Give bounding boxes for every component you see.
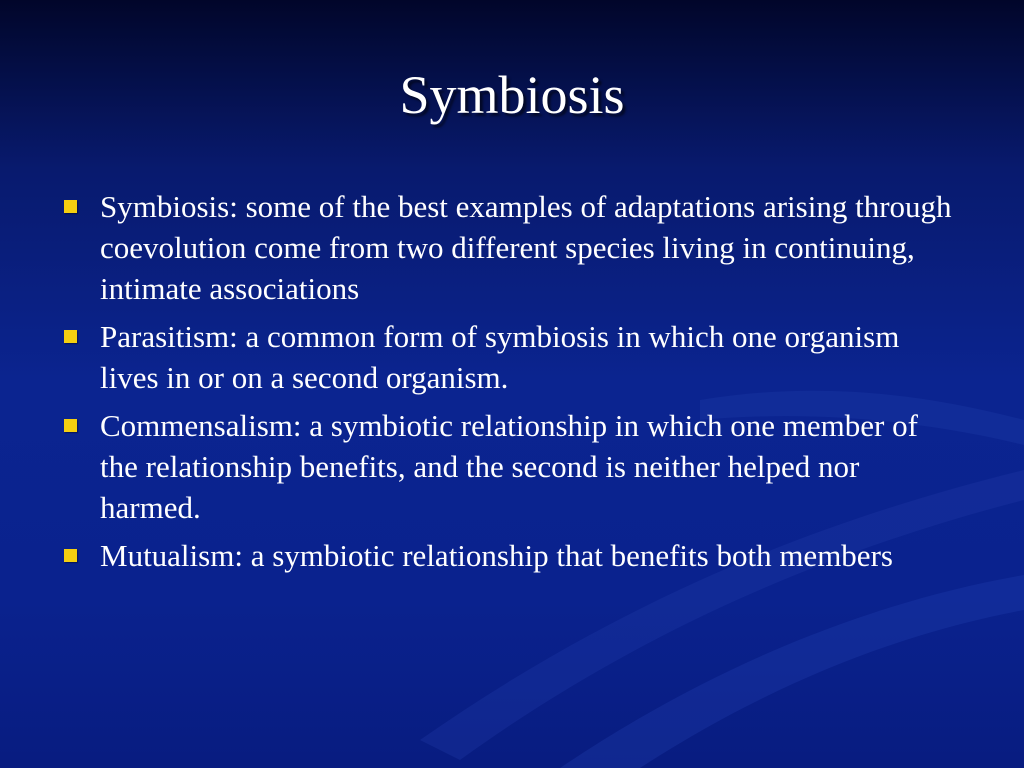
bullet-item-parasitism (62, 316, 962, 398)
bullet-text: Parasitism: a common form of symbiosis in which one organism lives in or on a second organism. (100, 319, 900, 395)
bullet-text: Commensalism: a symbiotic relationship in which one member of the relationship benefits, and the second is neither helped nor harmed. (100, 408, 918, 525)
bullet-item-mutualism (62, 535, 962, 576)
square-bullet-icon (64, 200, 77, 213)
bullet-item-symbiosis (62, 186, 962, 309)
bullet-text: Symbiosis: some of the best examples of adaptations arising through coevolution come from two different species living in continuing, intimate associations (100, 189, 952, 306)
square-bullet-icon (64, 330, 77, 343)
square-bullet-icon (64, 419, 77, 432)
square-bullet-icon (64, 549, 77, 562)
bullet-item-commensalism (62, 405, 962, 528)
bullet-text: Mutualism: a symbiotic relationship that benefits both members (100, 538, 893, 573)
bullet-list (62, 186, 962, 583)
slide-title: Symbiosis (399, 65, 625, 125)
